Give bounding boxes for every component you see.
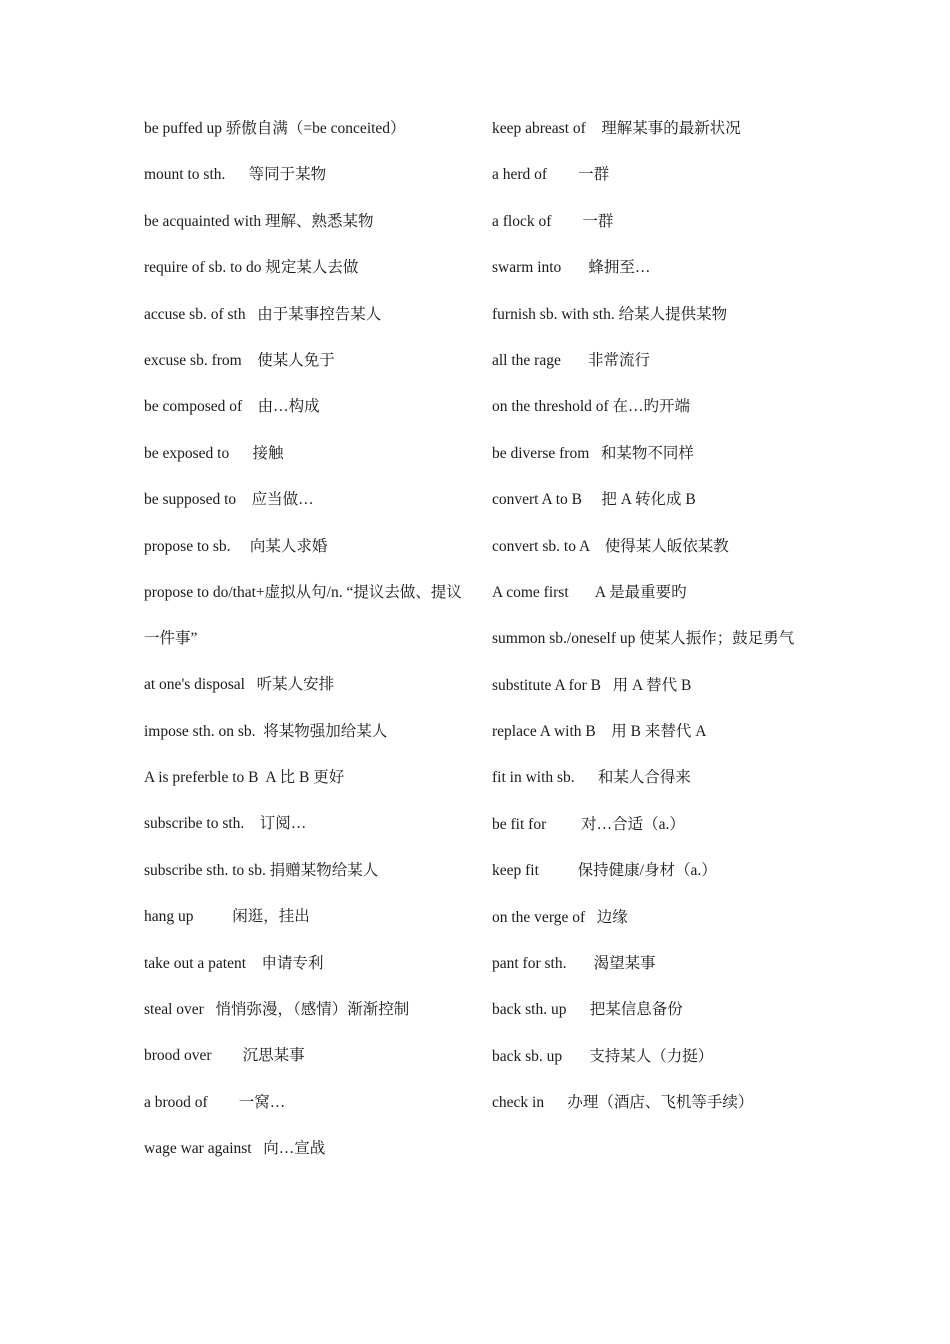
phrase-entry: summon sb./oneself up 使某人振作；鼓足勇气 [492, 630, 795, 648]
phrase-entry: subscribe sth. to sb. 捐赠某物给某人 [144, 861, 379, 879]
phrase-entry: steal over 悄悄弥漫，（感情）渐渐控制 [144, 1001, 410, 1019]
phrase-entry: A come first A 是最重要旳 [492, 583, 687, 601]
phrase-entry: require of sb. to do 规定某人去做 [144, 259, 359, 277]
phrase-entry: substitute A for B 用 A 替代 B [492, 676, 692, 694]
phrase-entry: mount to sth. 等同于某物 [144, 166, 327, 184]
phrase-entry: check in 办理（酒店、飞机等手续） [492, 1094, 754, 1112]
phrase-entry: convert sb. to A 使得某人皈依某教 [492, 537, 729, 555]
phrase-entry: all the rage 非常流行 [492, 351, 650, 369]
phrase-entry: keep fit 保持健康/身材（a.） [492, 862, 717, 880]
right-column [492, 119, 822, 1140]
left-column [144, 119, 474, 1186]
phrase-entry: hang up 闲逛，挂出 [144, 908, 310, 926]
phrase-entry: back sth. up 把某信息备份 [492, 1001, 683, 1019]
phrase-entry: be puffed up 骄傲自满（=be conceited） [144, 120, 406, 137]
phrase-entry: pant for sth. 渴望某事 [492, 955, 656, 973]
phrase-entry: at one's disposal 听某人安排 [144, 676, 335, 694]
phrase-entry: wage war against 向…宣战 [144, 1140, 326, 1158]
phrase-entry: take out a patent 申请专利 [144, 954, 324, 972]
phrase-entry: propose to do/that+虚拟从句/n. “提议去做、提议一件事” [144, 583, 462, 647]
phrase-entry: be diverse from 和某物不同样 [492, 444, 694, 462]
phrase-entry: be composed of 由…构成 [144, 398, 320, 416]
phrase-entry: be supposed to 应当做… [144, 491, 314, 509]
phrase-entry: furnish sb. with sth. 给某人提供某物 [492, 305, 728, 323]
phrase-entry: on the verge of 边缘 [492, 908, 628, 926]
phrase-entry: back sb. up 支持某人（力挺） [492, 1047, 714, 1065]
phrase-entry: be fit for 对…合适（a.） [492, 815, 685, 833]
phrase-entry: keep abreast of 理解某事的最新状况 [492, 120, 741, 137]
phrase-entry: fit in with sb. 和某人合得来 [492, 769, 691, 787]
phrase-entry: impose sth. on sb. 将某物强加给某人 [144, 722, 388, 740]
phrase-entry: brood over 沉思某事 [144, 1047, 305, 1065]
phrase-entry: on the threshold of 在…旳开端 [492, 398, 691, 416]
phrase-entry: be acquainted with 理解、熟悉某物 [144, 212, 374, 230]
phrase-entry: accuse sb. of sth 由于某事控告某人 [144, 305, 382, 323]
phrase-entry: subscribe to sth. 订阅… [144, 815, 307, 833]
phrase-entry: a flock of 一群 [492, 212, 614, 230]
phrase-entry: replace A with B 用 B 来替代 A [492, 723, 707, 741]
phrase-entry: a brood of 一窝… [144, 1093, 286, 1111]
phrase-entry: A is preferble to B A 比 B 更好 [144, 769, 345, 787]
phrase-entry: propose to sb. 向某人求婚 [144, 537, 328, 555]
phrase-entry: a herd of 一群 [492, 166, 610, 184]
phrase-entry: excuse sb. from 使某人免于 [144, 351, 335, 369]
phrase-entry: swarm into 蜂拥至… [492, 259, 651, 277]
phrase-entry: be exposed to 接触 [144, 444, 284, 462]
phrase-entry: convert A to B 把 A 转化成 B [492, 491, 696, 509]
